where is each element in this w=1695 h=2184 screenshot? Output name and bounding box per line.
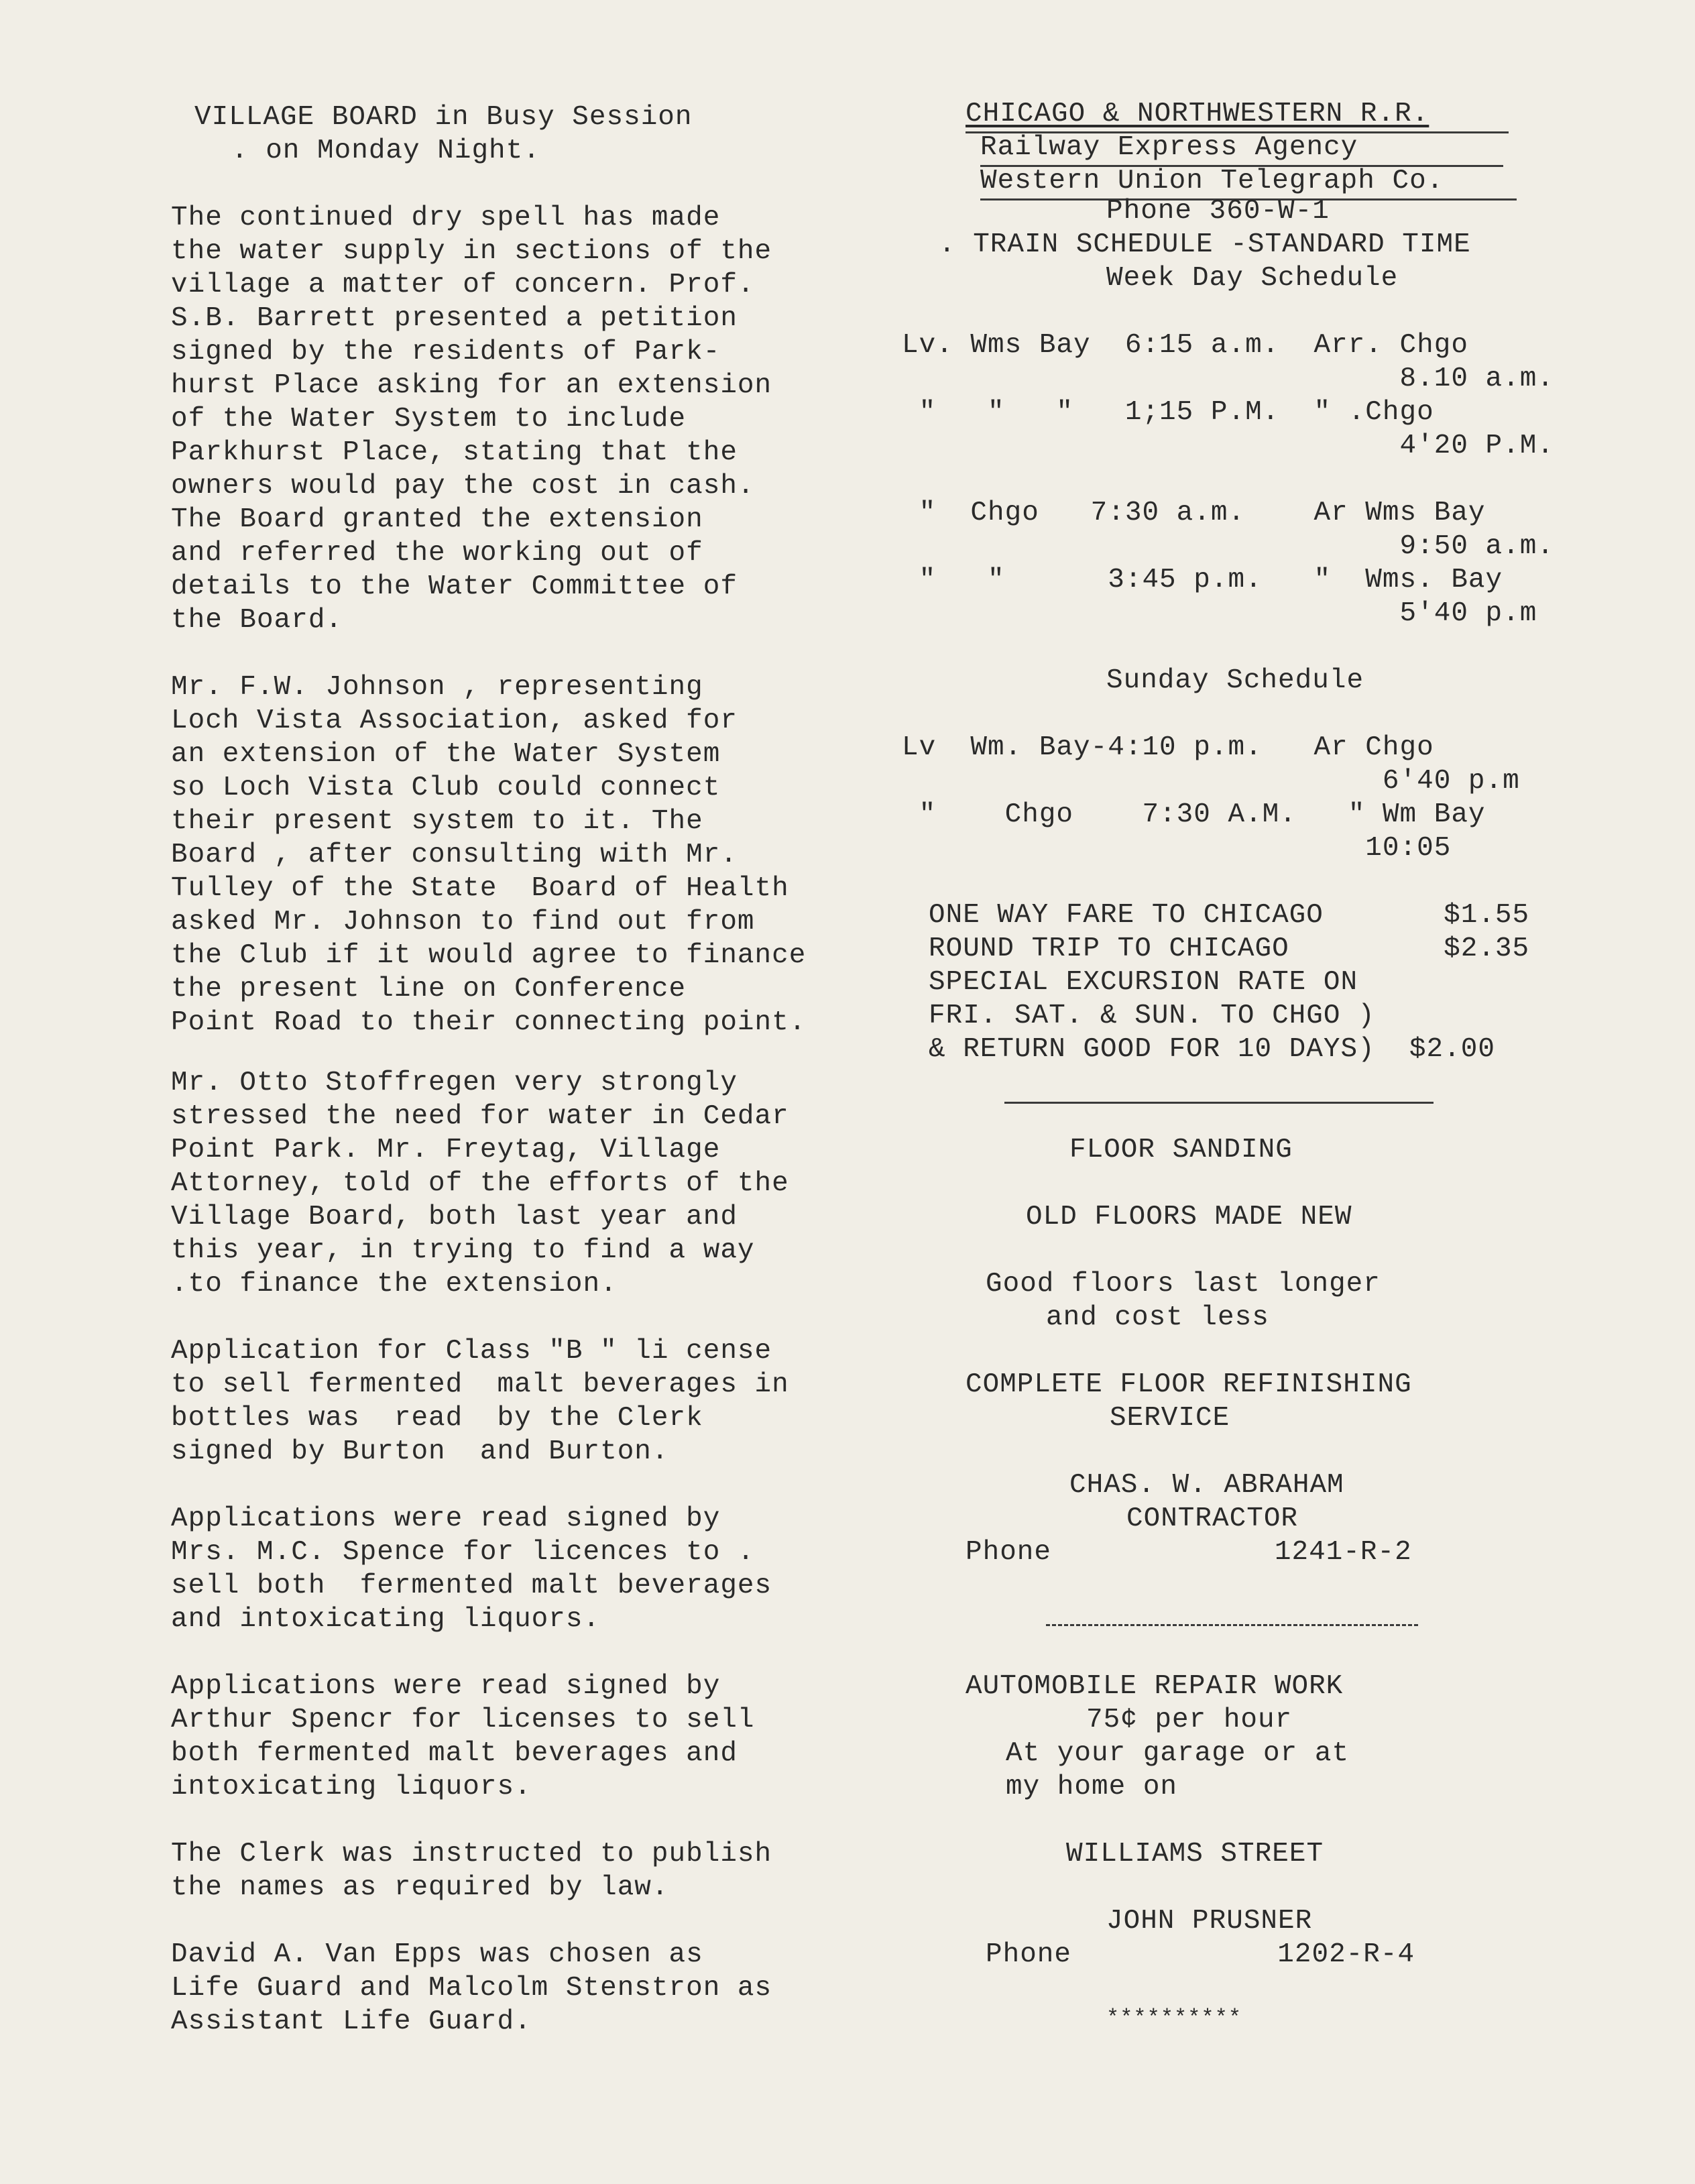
article-line: the water supply in sections of the [171,236,772,267]
article-line: hurst Place asking for an extension [171,370,772,401]
article-line: intoxicating liquors. [171,1772,532,1802]
fare-row: SPECIAL EXCURSION RATE ON [929,967,1358,998]
article-line: Application for Class "B " li cense [171,1336,772,1367]
article-line: the Board. [171,605,343,636]
sunday-row: Lv Wm. Bay-4:10 p.m. Ar Chgo [902,732,1434,763]
article-line: Mr. F.W. Johnson , representing [171,672,703,703]
divider-1 [1004,1102,1434,1104]
phone-line: Phone 360-W-1 [1106,196,1330,227]
article-line: and referred the working out of [171,538,703,569]
weekday-row: " Chgo 7:30 a.m. Ar Wms Bay [902,498,1486,528]
article-line: Attorney, told of the efforts of the [171,1168,789,1199]
article-line: so Loch Vista Club could connect [171,772,721,803]
article-line: signed by Burton and Burton. [171,1436,669,1467]
article-line: The Board granted the extension [171,504,703,535]
fare-row: ONE WAY FARE TO CHICAGO $1.55 [929,900,1530,931]
floor-ad-line1: Good floors last longer [986,1269,1381,1300]
headline-line-2: . on Monday Night. [231,135,540,166]
floor-ad-sub: OLD FLOORS MADE NEW [1026,1202,1352,1232]
weekday-row: 8.10 a.m. [902,363,1554,394]
article-line: details to the Water Committee of [171,571,738,602]
auto-ad-rate: 75¢ per hour [1086,1705,1293,1735]
article-line: Mr. Otto Stoffregen very strongly [171,1068,738,1098]
sunday-row: 10:05 [902,833,1452,864]
weekday-row: " " 3:45 p.m. " Wms. Bay [902,565,1503,595]
article-line: Assistant Life Guard. [171,2006,532,2037]
auto-ad-name: JOHN PRUSNER [1106,1906,1313,1937]
article-line: to sell fermented malt beverages in [171,1369,789,1400]
weekday-row: Lv. Wms Bay 6:15 a.m. Arr. Chgo [902,330,1468,361]
fare-row: FRI. SAT. & SUN. TO CHGO ) [929,1000,1375,1031]
weekday-row: 4'20 P.M. [902,430,1554,461]
article-line: Arthur Spencr for licenses to sell [171,1705,755,1735]
auto-ad-line1: At your garage or at [1006,1738,1350,1769]
article-line: signed by the residents of Park- [171,337,721,367]
weekday-title: Week Day Schedule [1106,263,1399,294]
article-line: Village Board, both last year and [171,1202,738,1232]
article-line: Tulley of the State Board of Health [171,873,789,904]
article-line: sell both fermented malt beverages [171,1570,772,1601]
weekday-row: " " " 1;15 P.M. " .Chgo [902,397,1434,428]
article-line: of the Water System to include [171,404,687,435]
floor-ad-line2: and cost less [1046,1302,1269,1333]
auto-ad-line2: my home on [1006,1772,1178,1802]
article-line: village a matter of concern. Prof. [171,270,755,300]
article-line: the Club if it would agree to finance [171,940,807,971]
article-line: Parkhurst Place, stating that the [171,437,738,468]
auto-ad-phone: Phone 1202-R-4 [986,1939,1415,1970]
fare-row: ROUND TRIP TO CHICAGO $2.35 [929,933,1530,964]
auto-ad-title: AUTOMOBILE REPAIR WORK [966,1671,1344,1702]
article-line: bottles was read by the Clerk [171,1403,703,1434]
article-line: Applications were read signed by [171,1503,721,1534]
article-line: the names as required by law. [171,1872,669,1903]
article-line: Point Road to their connecting point. [171,1007,807,1038]
sunday-row: 6'40 p.m [902,766,1520,797]
telegraph-header: Western Union Telegraph Co. [980,166,1444,196]
auto-ad-stars: ********** [1106,2006,1242,2030]
article-line: the present line on Conference [171,974,687,1004]
floor-ad-name: CHAS. W. ABRAHAM [1069,1470,1344,1501]
article-line: an extension of the Water System [171,739,721,770]
railroad-header: CHICAGO & NORTHWESTERN R.R. [966,99,1429,129]
article-line: Mrs. M.C. Spence for licences to . [171,1537,755,1568]
article-line: stressed the need for water in Cedar [171,1101,789,1132]
weekday-row: 9:50 a.m. [902,531,1554,562]
weekday-row: 5'40 p.m [902,598,1537,629]
article-line: Applications were read signed by [171,1671,721,1702]
floor-ad-title: FLOOR SANDING [1069,1135,1293,1165]
divider-2 [1046,1624,1418,1626]
article-line: Point Park. Mr. Freytag, Village [171,1135,721,1165]
sunday-row: " Chgo 7:30 A.M. " Wm Bay [902,799,1486,830]
article-line: and intoxicating liquors. [171,1604,601,1635]
article-line: this year, in trying to find a way [171,1235,755,1266]
headline-line-1: VILLAGE BOARD in Busy Session [194,102,693,133]
auto-ad-street: WILLIAMS STREET [1066,1839,1324,1870]
schedule-title: . TRAIN SCHEDULE -STANDARD TIME [939,229,1471,260]
floor-ad-phone: Phone 1241-R-2 [966,1537,1412,1568]
floor-ad-line4: SERVICE [1110,1403,1230,1434]
article-line: The Clerk was instructed to publish [171,1839,772,1870]
article-line: their present system to it. The [171,806,703,837]
article-line: asked Mr. Johnson to find out from [171,907,755,937]
fare-row: & RETURN GOOD FOR 10 DAYS) $2.00 [929,1034,1495,1065]
floor-ad-role: CONTRACTOR [1126,1503,1299,1534]
article-line: Loch Vista Association, asked for [171,705,738,736]
article-line: owners would pay the cost in cash. [171,471,755,502]
sunday-title: Sunday Schedule [1106,665,1364,696]
article-line: Board , after consulting with Mr. [171,840,738,870]
article-line: The continued dry spell has made [171,203,721,233]
floor-ad-line3: COMPLETE FLOOR REFINISHING [966,1369,1412,1400]
article-line: Life Guard and Malcolm Stenstron as [171,1973,772,2004]
article-line: David A. Van Epps was chosen as [171,1939,703,1970]
article-line: .to finance the extension. [171,1269,618,1300]
article-line: both fermented malt beverages and [171,1738,738,1769]
express-header: Railway Express Agency [980,132,1358,163]
article-line: S.B. Barrett presented a petition [171,303,738,334]
